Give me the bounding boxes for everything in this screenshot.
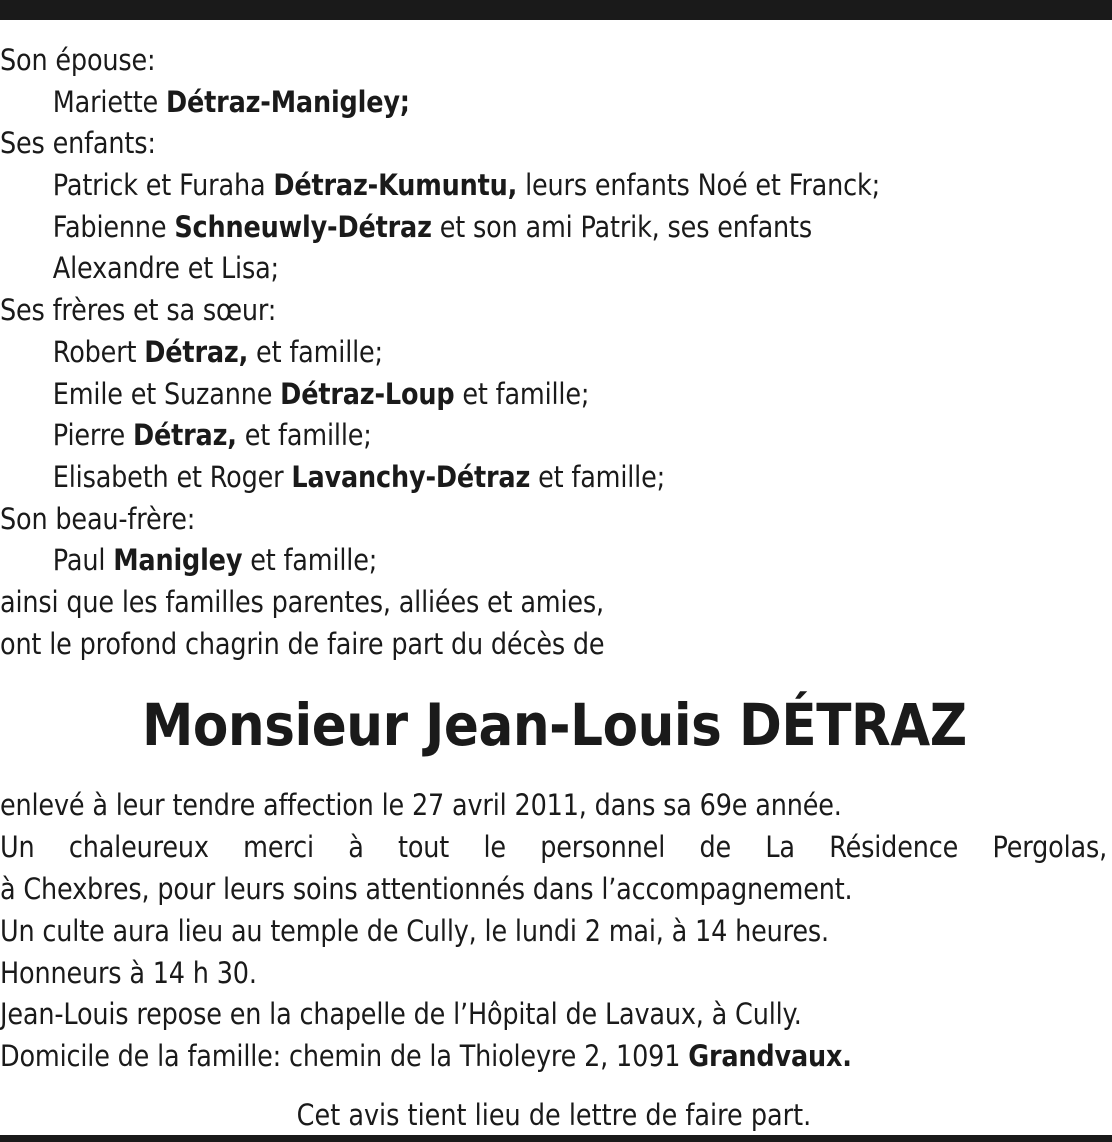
bottom-rule: [0, 1135, 1112, 1142]
family-heading: Son épouse:: [0, 43, 156, 77]
family-member: Mariette Détraz-Manigley;: [52, 84, 410, 119]
family-list: [0, 40, 1108, 665]
honours-line: Honneurs à 14 h 30.: [0, 955, 257, 990]
family-member: Emile et Suzanne Détraz-Loup et famille;: [52, 376, 590, 411]
obituary-notice: [0, 40, 1108, 1140]
family-member: Elisabeth et Roger Lavanchy-Détraz et famille;: [52, 459, 666, 494]
family-member: Pierre Détraz, et famille;: [52, 418, 372, 453]
notice-details: [0, 785, 1108, 1078]
closing-note: Cet avis tient lieu de lettre de faire part.: [296, 1097, 812, 1132]
family-heading: Son beau-frère:: [0, 501, 196, 536]
domicile-line: Domicile de la famille: chemin de la Thioleyre 2, 1091 Grandvaux.: [0, 1039, 852, 1074]
family-member: Fabienne Schneuwly-Détraz et son ami Patrik, ses enfants: [52, 209, 812, 244]
thanks-line: à Chexbres, pour leurs soins attentionnés dans l’accompagnement.: [0, 871, 853, 906]
rest-line: Jean-Louis repose en la chapelle de l’Hôpital de Lavaux, à Cully.: [0, 997, 802, 1032]
passing-line: enlevé à leur tendre affection le 27 avril 2011, dans sa 69e année.: [0, 788, 842, 823]
deceased-name: Monsieur Jean-Louis DÉTRAZ: [141, 691, 967, 760]
family-member: Paul Manigley et famille;: [52, 543, 378, 578]
top-rule: [0, 0, 1112, 20]
family-member: Robert Détraz, et famille;: [52, 334, 383, 369]
thanks-line: Un chaleureux merci à tout le personnel de La Résidence Pergolas,: [0, 830, 1108, 865]
family-heading: Ses frères et sa sœur:: [0, 293, 277, 328]
announcement-line: ainsi que les familles parentes, alliées et amies,: [0, 584, 604, 619]
deceased-name-block: [0, 665, 1108, 785]
family-member: Patrick et Furaha Détraz-Kumuntu, leurs enfants Noé et Franck;: [52, 168, 880, 203]
family-heading: Ses enfants:: [0, 126, 156, 161]
announcement-line: ont le profond chagrin de faire part du décès de: [0, 626, 605, 661]
family-member: Alexandre et Lisa;: [52, 251, 279, 286]
service-line: Un culte aura lieu au temple de Cully, le lundi 2 mai, à 14 heures.: [0, 913, 829, 948]
